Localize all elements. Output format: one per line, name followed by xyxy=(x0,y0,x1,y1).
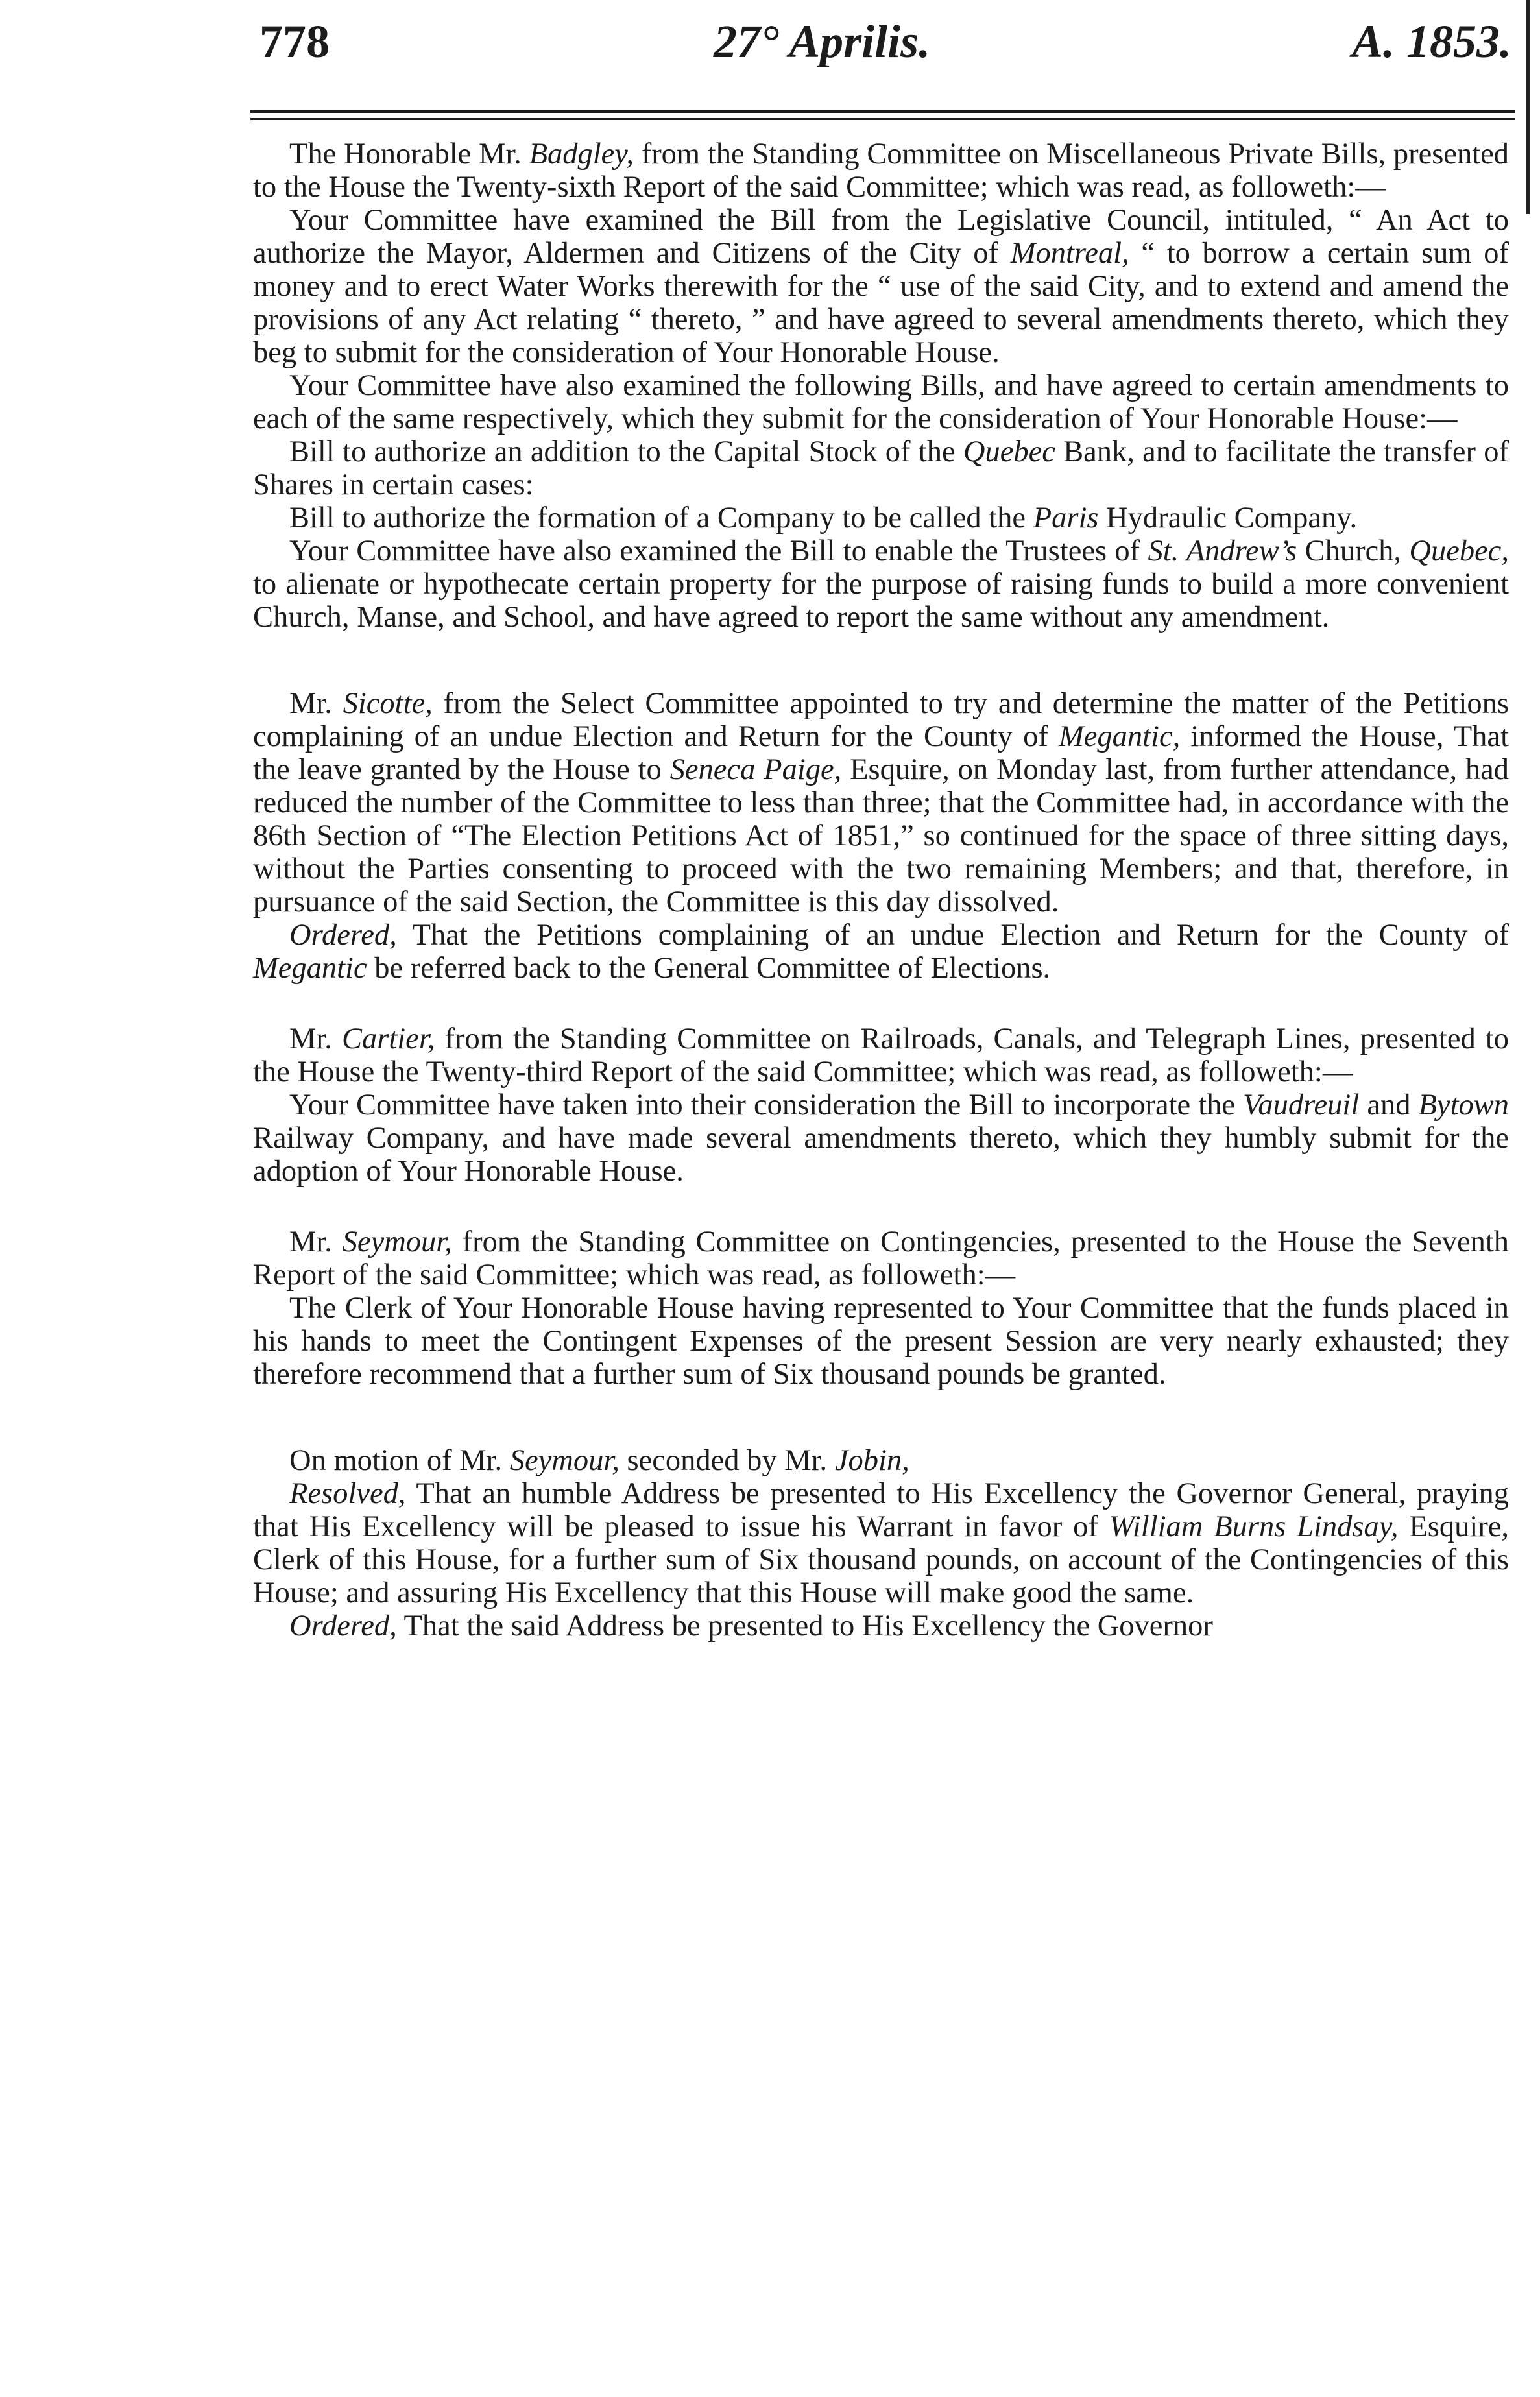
text-run: Railway Company, and have made several amendments thereto, which they humbly submit for the adoption of Your Honorable House. xyxy=(253,1122,1509,1188)
italic-run: Sicotte, xyxy=(343,687,433,720)
text-run: informed the House, That the leave granted by the House to xyxy=(253,720,1509,786)
paragraph-p12 xyxy=(253,1292,1509,1391)
text-run: That the Petitions complaining of an undue Election and Return for the County of xyxy=(396,919,1509,952)
italic-run: Cartier, xyxy=(341,1022,435,1055)
text-run: On motion of Mr. xyxy=(289,1444,510,1477)
italic-run: Ordered, xyxy=(289,1609,397,1643)
italic-run: Vaudreuil xyxy=(1243,1089,1360,1122)
text-run: The Honorable Mr. xyxy=(289,138,529,171)
text-run: Your Committee have taken into their consideration the Bill to incorporate the xyxy=(289,1089,1244,1122)
italic-run: Badgley, xyxy=(529,138,634,171)
text-run: to alienate or hypothecate certain property for the purpose of raising funds to build a more convenient Church, Manse, and School, and have agreed to report the same without any amendment. xyxy=(253,568,1509,634)
text-run: Mr. xyxy=(289,1225,343,1259)
italic-run: St. Andrew’s xyxy=(1148,535,1297,568)
text-run: seconded by Mr. xyxy=(619,1444,835,1477)
text-run: Bank, and to facilitate the transfer of Shares in certain cases: xyxy=(253,435,1509,501)
header-date: 27° Aprilis. xyxy=(714,16,931,67)
italic-run: Paris xyxy=(1033,501,1099,535)
italic-run: Montreal, xyxy=(1010,237,1129,270)
paragraph-p14 xyxy=(253,1477,1509,1609)
text-run: Hydraulic Company. xyxy=(1098,501,1358,535)
italic-run: Jobin, xyxy=(834,1444,909,1477)
paragraph-p5 xyxy=(253,501,1509,535)
text-run: Bill to authorize an addition to the Capital Stock of the xyxy=(289,435,963,468)
italic-run: Megantic, xyxy=(1058,720,1181,753)
header-rule-bottom xyxy=(250,118,1515,120)
paragraph-p9 xyxy=(253,1022,1509,1089)
text-run: Your Committee have also examined the following Bills, and have agreed to certain amendments to each of the same respectively, which they submit for the consideration of Your Honorable House:— xyxy=(253,369,1509,435)
text-run: Bill to authorize the formation of a Company to be called the xyxy=(289,501,1033,535)
text-run: Esquire, Clerk of this House, for a further sum of Six thousand pounds, on account of the Contingencies of this House; and assuring His Excellency that this House will make good the same. xyxy=(253,1510,1509,1609)
text-run: from the Select Committee appointed to try and determine the matter of the Petitions complaining of an undue Election and Return for the County of xyxy=(253,687,1510,753)
italic-run: Quebec xyxy=(963,435,1055,468)
text-run: Mr. xyxy=(289,687,343,720)
header-year: A. 1853. xyxy=(1351,16,1511,67)
page-header xyxy=(259,16,1511,67)
italic-run: Bytown xyxy=(1418,1089,1510,1122)
italic-run: Seymour, xyxy=(509,1444,620,1477)
paragraph-p7 xyxy=(253,687,1509,919)
paragraph-p4 xyxy=(253,435,1509,501)
italic-run: William Burns Lindsay, xyxy=(1109,1510,1399,1543)
paragraph-p1 xyxy=(253,138,1509,204)
page-number: 778 xyxy=(259,16,330,67)
text-run: and xyxy=(1359,1089,1419,1122)
journal-body xyxy=(253,138,1509,1643)
text-run: Church, xyxy=(1297,535,1410,568)
paragraph-p3 xyxy=(253,369,1509,435)
text-run: be referred back to the General Committee of Elections. xyxy=(367,952,1051,985)
text-run: Your Committee have examined the Bill from the Legislative Council, intituled, “ An Act to authorize the Mayor, Aldermen and Citizens of the City of xyxy=(253,204,1509,270)
paragraph-p13 xyxy=(253,1444,1509,1477)
text-run: That an humble Address be presented to His Excellency the Governor General, praying that His Excellency will be pleased to issue his Warrant in favor of xyxy=(253,1477,1509,1543)
italic-run: Seneca Paige, xyxy=(669,753,842,786)
text-run: That the said Address be presented to His Excellency the Governor xyxy=(396,1609,1213,1643)
header-rule-top xyxy=(250,110,1515,113)
text-run: Esquire, on Monday last, from further attendance, had reduced the number of the Committee to less than three; that the Committee had, in accordance with the 86th Section of “The Election Petitions Act of 1851,” so continued for the space of three sitting days, without the Parties consenting to proceed with the two remaining Members; and that, therefore, in pursuance of the said Section, the Committee is this day dissolved. xyxy=(253,753,1509,919)
text-run: from the Standing Committee on Contingencies, presented to the House the Seventh Report of the said Committee; which was read, as followeth:— xyxy=(253,1225,1510,1292)
italic-run: Quebec, xyxy=(1409,535,1510,568)
italic-run: Megantic xyxy=(253,952,367,985)
text-run: Your Committee have also examined the Bill to enable the Trustees of xyxy=(289,535,1148,568)
italic-run: Ordered, xyxy=(289,919,397,952)
italic-run: Resolved, xyxy=(289,1477,406,1510)
italic-run: Seymour, xyxy=(342,1225,452,1259)
text-run: from the Standing Committee on Railroads, Canals, and Telegraph Lines, presented to the House the Twenty-third Report of the said Committee; which was read, as followeth:— xyxy=(253,1022,1509,1089)
paragraph-p6 xyxy=(253,535,1509,634)
text-run: Mr. xyxy=(289,1022,342,1055)
paragraph-p8 xyxy=(253,919,1509,985)
paragraph-p15 xyxy=(253,1609,1509,1643)
text-run: “ to borrow a certain sum of money and to erect Water Works therewith for the “ use of the said City, and to extend and amend the provisions of any Act relating “ thereto, ” and have agreed to several amendments thereto, which they beg to submit for the consideration of Your Honorable House. xyxy=(253,237,1509,369)
text-run: from the Standing Committee on Miscellaneous Private Bills, presented to the House the Twenty-sixth Report of the said Committee; which was read, as followeth:— xyxy=(253,138,1509,204)
paragraph-p11 xyxy=(253,1225,1509,1292)
text-run: The Clerk of Your Honorable House having represented to Your Committee that the funds placed in his hands to meet the Contingent Expenses of the present Session are very nearly exhausted; they therefore recommend that a further sum of Six thousand pounds be granted. xyxy=(253,1292,1509,1391)
paragraph-p2 xyxy=(253,204,1509,369)
paragraph-p10 xyxy=(253,1089,1509,1188)
page-edge-mark xyxy=(1526,0,1530,214)
